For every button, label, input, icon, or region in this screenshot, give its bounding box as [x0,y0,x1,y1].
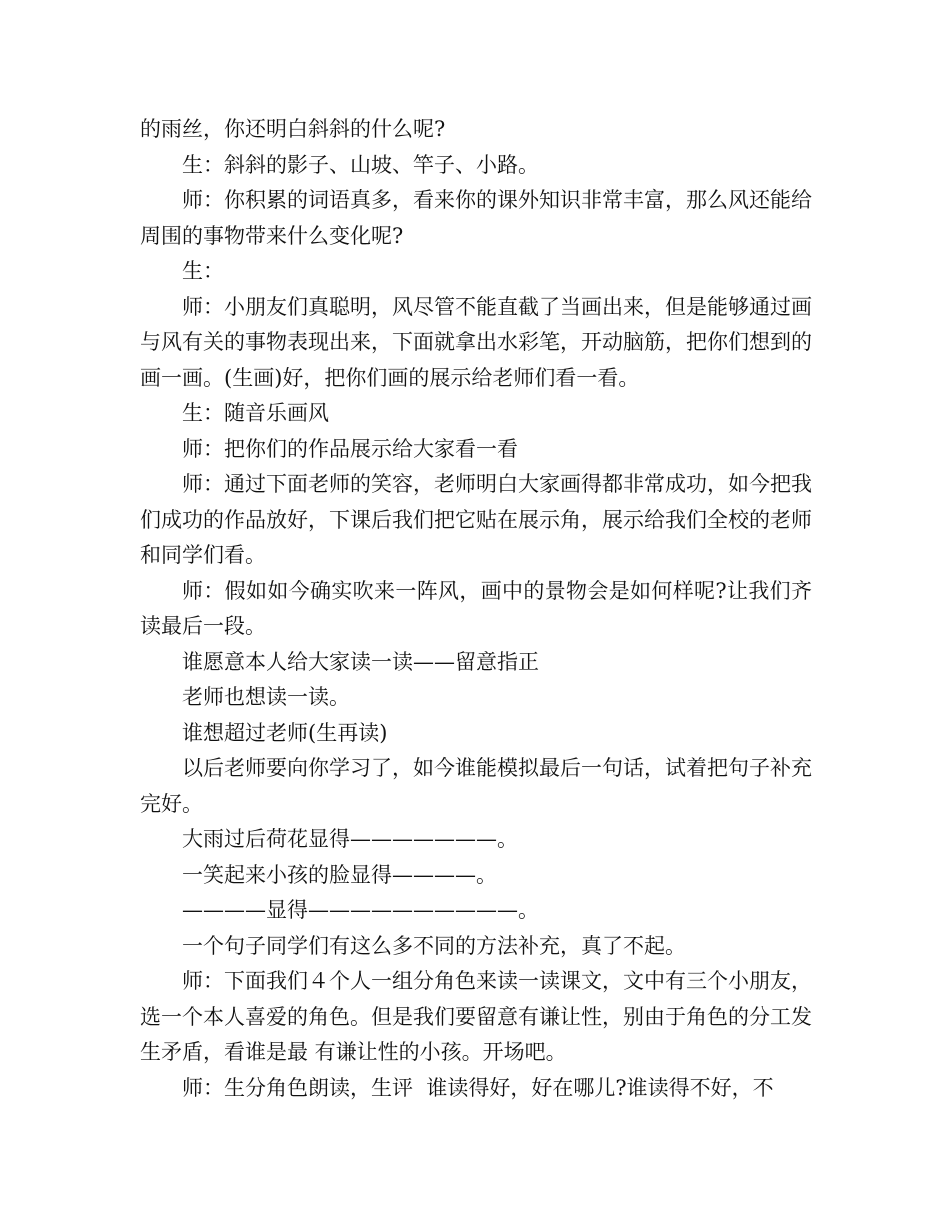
paragraph: 一个句子同学们有这么多不同的方法补充，真了不起。 [182,933,686,958]
paragraph: 谁想超过老师(生再读) [182,720,388,745]
paragraph: 一笑起来小孩的脸显得————。 [182,862,497,887]
paragraph: 谁愿意本人给大家读一读——留意指正 [182,649,539,674]
paragraph: ————显得——————————。 [182,898,539,922]
paragraph: 师：把你们的作品展示给大家看一看 [182,436,518,461]
paragraph: 师：假如如今确实吹来一阵风，画中的景物会是如何样呢?让我们齐读最后一段。 [140,578,812,638]
paragraph: 老师也想读一读。 [182,685,350,709]
paragraph: 师：你积累的词语真多，看来你的课外知识非常丰富，那么风还能给周围的事物带来什么变化呢? [140,188,812,248]
paragraph: 的雨丝，你还明白斜斜的什么呢? [140,117,446,141]
paragraph: 师：下面我们４个人一组分角色来读一读课文，文中有三个小朋友，选一个本人喜爱的角色。但是我们要留意有谦让性，别由于角色的分工发生矛盾，看谁是最 有谦让性的小孩。开场吧。 [140,969,812,1064]
document-body [140,112,812,1106]
paragraph: 生：斜斜的影子、山坡、竿子、小路。 [182,152,539,177]
paragraph: 生：随音乐画风 [182,401,329,425]
paragraph: 以后老师要向你学习了，如今谁能模拟最后一句话，试着把句子补充完好。 [140,756,812,816]
paragraph: 生： [182,259,224,283]
paragraph: 师：生分角色朗读，生评 谁读得好，好在哪儿?谁读得不好，不 [182,1075,774,1100]
paragraph: 大雨过后荷花显得———————。 [182,827,518,851]
paragraph: 师：小朋友们真聪明，风尽管不能直截了当画出来，但是能够通过画与风有关的事物表现出来，下面就拿出水彩笔，开动脑筋，把你们想到的画一画。(生画)好，把你们画的展示给老师们看一看。 [140,294,812,390]
paragraph: 师：通过下面老师的笑容，老师明白大家画得都非常成功，如今把我们成功的作品放好，下课后我们把它贴在展示角，展示给我们全校的老师和同学们看。 [140,472,812,567]
